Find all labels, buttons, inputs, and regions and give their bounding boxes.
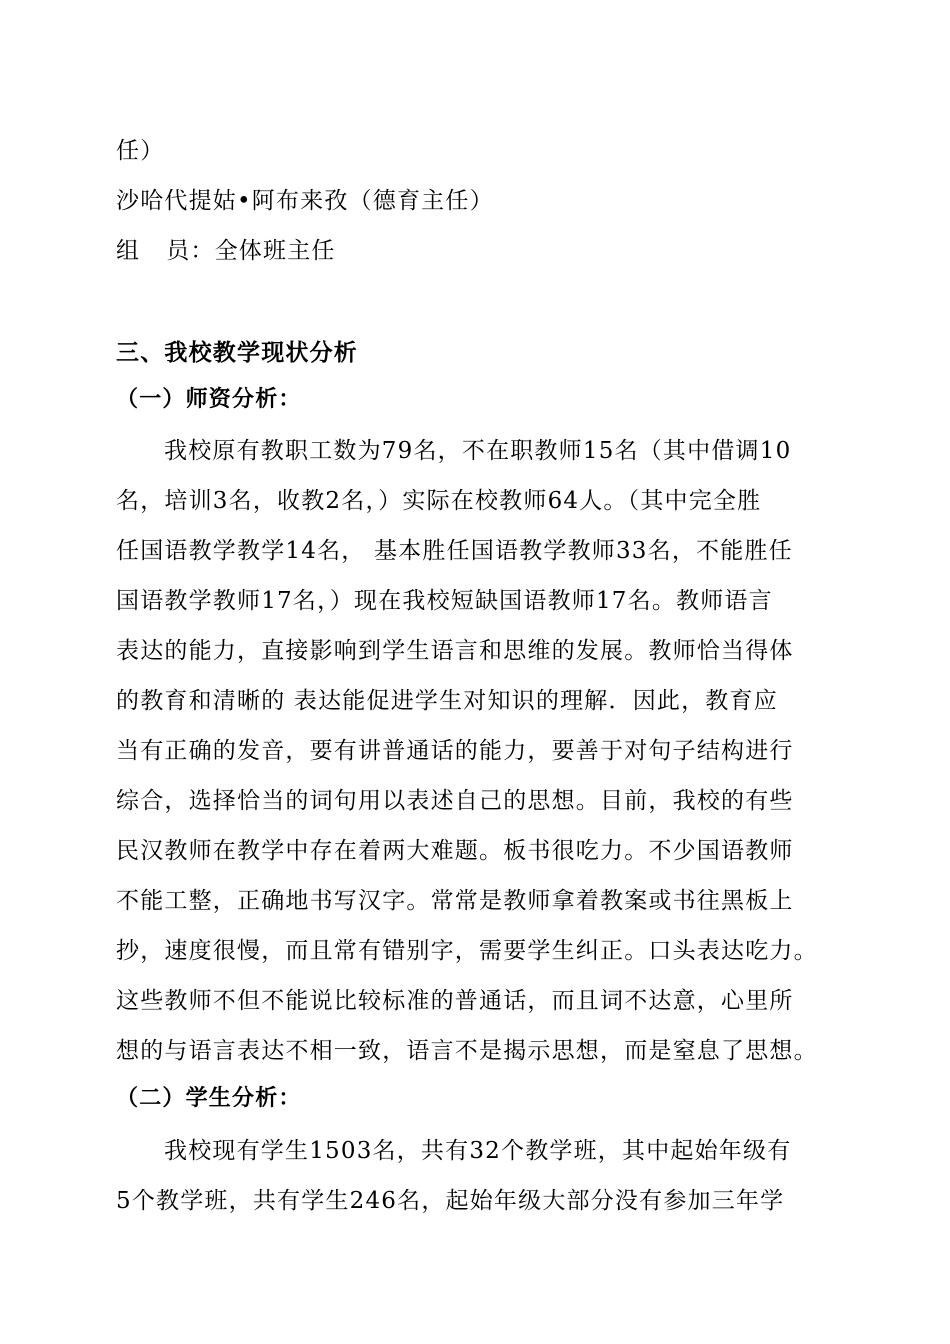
paragraph-line: 抄，速度很慢，而且常有错别字，需要学生纠正。口头表达吃力。 [116, 938, 818, 964]
members-value: 员：全体班主任 [166, 238, 336, 264]
paragraph-line: 这些教师不但不能说比较标准的普通话，而且词不达意，心里所 [116, 988, 794, 1014]
paragraph-line: 想的与语言表达不相一致，语言不是揭示思想，而是窒息了思想。 [116, 1038, 818, 1064]
text-line: 沙哈代提姑•阿布来孜（德育主任） [116, 188, 494, 214]
paragraph-line: 名，培训3名，收教2名，）实际在校教师64人。（其中完全胜 [116, 488, 762, 514]
paragraph-line: 当有正确的发音，要有讲普通话的能力，要善于对句子结构进行 [116, 738, 794, 764]
members-label: 组 [116, 238, 141, 264]
paragraph-line: 表达的能力，直接影响到学生语言和思维的发展。教师恰当得体 [116, 638, 794, 664]
paragraph-line: 民汉教师在教学中存在着两大难题。板书很吃力。不少国语教师 [116, 838, 794, 864]
subsection-heading: （二）学生分析： [116, 1086, 302, 1111]
section-heading: 三、我校教学现状分析 [116, 340, 358, 366]
paragraph-line: 任国语教学教学14名， 基本胜任国语教学教师33名，不能胜任 [116, 538, 793, 564]
paragraph-line: 我校现有学生1503名，共有32个教学班，其中起始年级有 [164, 1138, 792, 1164]
text-line: 任） [116, 138, 165, 164]
paragraph-line: 综合，选择恰当的词句用以表述自己的思想。目前，我校的有些 [116, 788, 794, 814]
paragraph-line: 5个教学班，共有学生246名，起始年级大部分没有参加三年学 [116, 1188, 785, 1214]
paragraph-line: 国语教学教师17名，）现在我校短缺国语教师17名。教师语言 [116, 588, 773, 614]
paragraph-line: 的教育和清晰的 表达能促进学生对知识的理解．因此，教育应 [116, 688, 778, 714]
members-line [116, 235, 840, 267]
paragraph-line: 不能工整，正确地书写汉字。常常是教师拿着教案或书往黑板上 [116, 888, 794, 914]
paragraph-line: 我校原有教职工数为79名，不在职教师15名（其中借调10 [164, 438, 792, 464]
subsection-heading: （一）师资分析： [116, 387, 302, 412]
